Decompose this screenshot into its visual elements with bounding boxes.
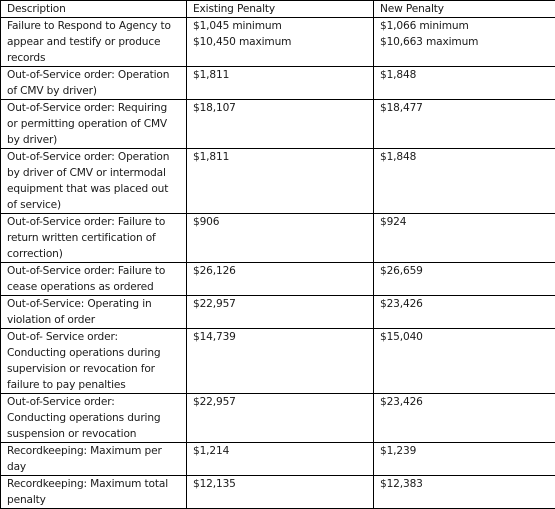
- existing-penalty-text: $12,135: [193, 476, 371, 492]
- description-text: Out-of-Service order:: [7, 394, 182, 410]
- existing-penalty-text: $26,126: [193, 263, 371, 279]
- description-text: of CMV by driver): [7, 83, 182, 99]
- new-penalty-cell: [374, 443, 555, 476]
- existing-penalty-cell: [187, 476, 374, 509]
- existing-penalty-cell: [187, 394, 374, 443]
- existing-penalty-text: $22,957: [193, 394, 371, 410]
- new-penalty-text: $12,383: [380, 476, 553, 492]
- description-cell: [1, 214, 187, 263]
- new-penalty-cell: [374, 214, 555, 263]
- new-penalty-cell: [374, 476, 555, 509]
- description-text: Out-of-Service: Operating in: [7, 296, 182, 312]
- description-text: Out-of-Service order: Operation: [7, 149, 182, 165]
- description-text: Out-of-Service order: Operation: [7, 67, 182, 83]
- existing-penalty-cell: [187, 100, 374, 149]
- table-row: [1, 18, 555, 67]
- description-text: Out-of- Service order:: [7, 329, 182, 345]
- table-body: [1, 18, 555, 509]
- table-row: [1, 394, 555, 443]
- new-penalty-cell: [374, 329, 555, 394]
- description-text: supervision or revocation for: [7, 361, 182, 377]
- table-row: [1, 149, 555, 214]
- table-row: [1, 67, 555, 100]
- description-text: by driver of CMV or intermodal: [7, 165, 182, 181]
- existing-penalty-text: $14,739: [193, 329, 371, 345]
- header-row: [1, 1, 555, 18]
- existing-penalty-text: $1,811: [193, 67, 371, 83]
- description-cell: [1, 263, 187, 296]
- existing-penalty-cell: [187, 443, 374, 476]
- description-text: cease operations as ordered: [7, 279, 182, 295]
- new-penalty-text: $1,848: [380, 67, 553, 83]
- existing-penalty-cell: [187, 296, 374, 329]
- description-text: or permitting operation of CMV: [7, 116, 182, 132]
- new-penalty-cell: [374, 263, 555, 296]
- existing-penalty-text: $10,450 maximum: [193, 34, 371, 50]
- existing-penalty-text: $18,107: [193, 100, 371, 116]
- existing-penalty-text: $1,214: [193, 443, 371, 459]
- description-cell: [1, 100, 187, 149]
- description-text: records: [7, 50, 182, 66]
- existing-penalty-cell: [187, 329, 374, 394]
- new-penalty-cell: [374, 67, 555, 100]
- description-cell: [1, 18, 187, 67]
- description-text: appear and testify or produce: [7, 34, 182, 50]
- description-text: Out-of-Service order: Failure to: [7, 214, 182, 230]
- table-row: [1, 476, 555, 509]
- existing-penalty-cell: [187, 149, 374, 214]
- table-row: [1, 263, 555, 296]
- new-penalty-text: $15,040: [380, 329, 553, 345]
- description-text: return written certification of: [7, 230, 182, 246]
- description-text: violation of order: [7, 312, 182, 328]
- new-penalty-text: $1,239: [380, 443, 553, 459]
- existing-penalty-text: $1,045 minimum: [193, 18, 371, 34]
- new-penalty-text: $26,659: [380, 263, 553, 279]
- existing-penalty-text: $906: [193, 214, 371, 230]
- new-penalty-cell: [374, 394, 555, 443]
- description-cell: [1, 149, 187, 214]
- new-penalty-text: $18,477: [380, 100, 553, 116]
- new-penalty-cell: [374, 149, 555, 214]
- new-penalty-cell: [374, 18, 555, 67]
- description-text: equipment that was placed out: [7, 181, 182, 197]
- description-text: Failure to Respond to Agency to: [7, 18, 182, 34]
- existing-penalty-text: $22,957: [193, 296, 371, 312]
- existing-penalty-cell: [187, 214, 374, 263]
- new-penalty-text: $1,066 minimum: [380, 18, 553, 34]
- description-cell: [1, 329, 187, 394]
- description-text: penalty: [7, 492, 182, 508]
- description-text: Out-of-Service order: Failure to: [7, 263, 182, 279]
- new-penalty-cell: [374, 296, 555, 329]
- description-text: Recordkeeping: Maximum total: [7, 476, 182, 492]
- existing-penalty-cell: [187, 67, 374, 100]
- new-penalty-text: $23,426: [380, 394, 553, 410]
- table-row: [1, 329, 555, 394]
- table-row: [1, 296, 555, 329]
- description-cell: [1, 443, 187, 476]
- new-penalty-text: $23,426: [380, 296, 553, 312]
- description-text: of service): [7, 197, 182, 213]
- existing-penalty-cell: [187, 263, 374, 296]
- description-text: suspension or revocation: [7, 426, 182, 442]
- description-cell: [1, 67, 187, 100]
- new-penalty-text: $10,663 maximum: [380, 34, 553, 50]
- existing-penalty-cell: [187, 18, 374, 67]
- description-text: Conducting operations during: [7, 345, 182, 361]
- table-row: [1, 214, 555, 263]
- new-penalty-cell: [374, 100, 555, 149]
- table-row: [1, 100, 555, 149]
- description-text: day: [7, 459, 182, 475]
- header-new-penalty: New Penalty: [374, 1, 555, 18]
- existing-penalty-text: $1,811: [193, 149, 371, 165]
- description-text: Conducting operations during: [7, 410, 182, 426]
- new-penalty-text: $1,848: [380, 149, 553, 165]
- description-text: Out-of-Service order: Requiring: [7, 100, 182, 116]
- description-text: by driver): [7, 132, 182, 148]
- new-penalty-text: $924: [380, 214, 553, 230]
- description-text: failure to pay penalties: [7, 377, 182, 393]
- description-cell: [1, 476, 187, 509]
- description-cell: [1, 394, 187, 443]
- table-row: [1, 443, 555, 476]
- description-text: correction): [7, 246, 182, 262]
- header-description: Description: [1, 1, 187, 18]
- description-text: Recordkeeping: Maximum per: [7, 443, 182, 459]
- header-existing-penalty: Existing Penalty: [187, 1, 374, 18]
- description-cell: [1, 296, 187, 329]
